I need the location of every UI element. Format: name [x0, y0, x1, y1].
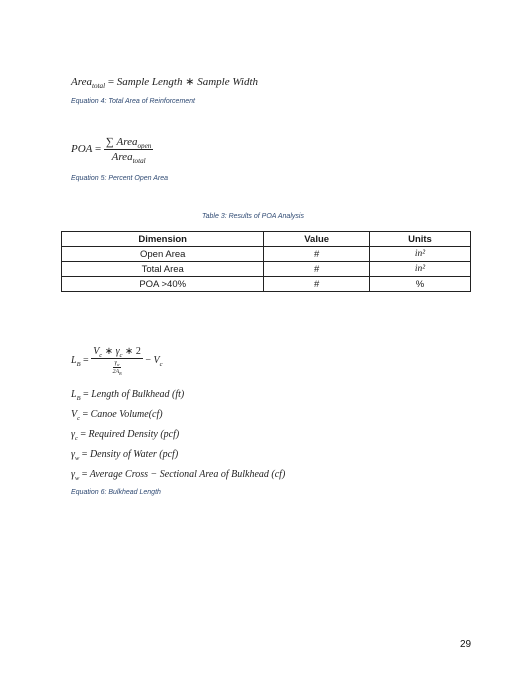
eq6-inner-num: γ [114, 360, 117, 366]
def-symbol-sub: w [74, 475, 80, 482]
eq5-lhs: POA [71, 143, 93, 156]
header-units: Units [369, 232, 470, 247]
equation-4: Area$_{total}$ = Sample Length ∗ Sample Width [71, 76, 259, 91]
eq4-lhs: Area [71, 76, 92, 88]
equation-5-caption: Equation 5: Percent Open Area [71, 175, 169, 182]
def-text: Canoe Volume(cf) [90, 409, 163, 420]
eq6-num-b-sub: c [119, 352, 123, 359]
header-value: Value [264, 232, 369, 247]
cell-value: # [264, 247, 369, 262]
eq5-denominator-sub: total [132, 157, 146, 166]
table-row [62, 262, 471, 277]
table-3-title: Table 3: Results of POA Analysis [202, 213, 304, 220]
eq6-minus-term-sub: c [159, 360, 163, 368]
page-number: 29 [460, 639, 472, 650]
eq6-inner-den-sub: B [119, 372, 122, 377]
eq5-denominator: Area [111, 151, 133, 163]
cell-units: in² [369, 247, 470, 262]
def-symbol-sub: c [77, 415, 80, 422]
eq4-rhs-a: Sample Length [116, 76, 183, 88]
sum-icon: ∑ [105, 136, 114, 148]
eq4-operator: ∗ [185, 76, 195, 88]
equation-4-caption: Equation 4: Total Area of Reinforcement [71, 98, 196, 105]
eq6-fraction: $\frac{V_c ∗ \gamma_c ∗ 2}{\frac{\gamma_w}{2A_B}}$ [93, 346, 141, 377]
eq6-lhs-sub: B [76, 360, 81, 368]
table-row [62, 247, 471, 262]
definition-canoe-volume: $V_c$ = Canoe Volume(cf) [71, 409, 163, 422]
def-text: Density of Water (pcf) [89, 449, 179, 460]
cell-value: # [264, 277, 369, 292]
def-symbol-sub: c [74, 435, 78, 442]
eq6-num-a: V [93, 346, 100, 357]
eq5-numerator-sub: open [137, 142, 152, 151]
def-text: Average Cross − Sectional Area of Bulkhead (cf) [89, 469, 286, 480]
def-symbol: V [71, 409, 78, 420]
header-dimension: Dimension [62, 232, 264, 247]
cell-units: in² [369, 262, 470, 277]
equation-6-caption: Equation 6: Bulkhead Length [71, 489, 161, 496]
eq6-num-a-sub: c [99, 352, 103, 359]
cell-dimension: POA >40% [62, 277, 264, 292]
def-symbol: γ [71, 449, 75, 460]
table-header-row [62, 232, 471, 247]
equation-6: $L_B$ = $\frac{V_c ∗ \gamma_c ∗ 2}{\frac{\gamma_w}{2A_B}}$ − $V_c$ [71, 346, 163, 377]
def-symbol-sub: w [74, 455, 80, 462]
equation-5: POA = $\frac{\sum Area_{open}}{Area_{total}}$ [71, 136, 152, 166]
eq6-inner-fraction [110, 360, 123, 375]
definition-length: $L_B$ = Length of Bulkhead (ft) [71, 389, 185, 402]
cell-units: % [369, 277, 470, 292]
eq6-inner-den: 2A [112, 369, 120, 375]
definition-water-density: $\gamma_w$ = Density of Water (pcf) [71, 449, 179, 462]
eq6-minus-term: V [153, 354, 160, 366]
cell-dimension: Total Area [62, 262, 264, 277]
def-symbol: γ [71, 429, 75, 440]
def-symbol: L [71, 389, 77, 400]
eq6-num-b: γ [115, 346, 120, 357]
table-row [62, 277, 471, 292]
def-symbol-sub: B [76, 395, 81, 402]
eq6-num-c: 2 [135, 346, 141, 357]
def-text: Required Density (pcf) [88, 429, 180, 440]
def-symbol: γ [71, 469, 75, 480]
eq5-fraction [104, 136, 153, 166]
eq4-lhs-sub: total [91, 82, 106, 91]
cell-value: # [264, 262, 369, 277]
definition-required-density: $\gamma_c$ = Required Density (pcf) [71, 429, 180, 442]
eq6-lhs: L [71, 354, 77, 366]
eq5-numerator: Area [116, 136, 138, 148]
eq4-rhs-b: Sample Width [197, 76, 259, 88]
eq6-inner-num-sub: w [116, 363, 120, 368]
definition-cross-section: $\gamma_w$ = Average Cross − Sectional Area of Bulkhead (cf) [71, 469, 286, 482]
poa-results-table [61, 231, 471, 292]
def-text: Length of Bulkhead (ft) [91, 389, 185, 400]
cell-dimension: Open Area [62, 247, 264, 262]
